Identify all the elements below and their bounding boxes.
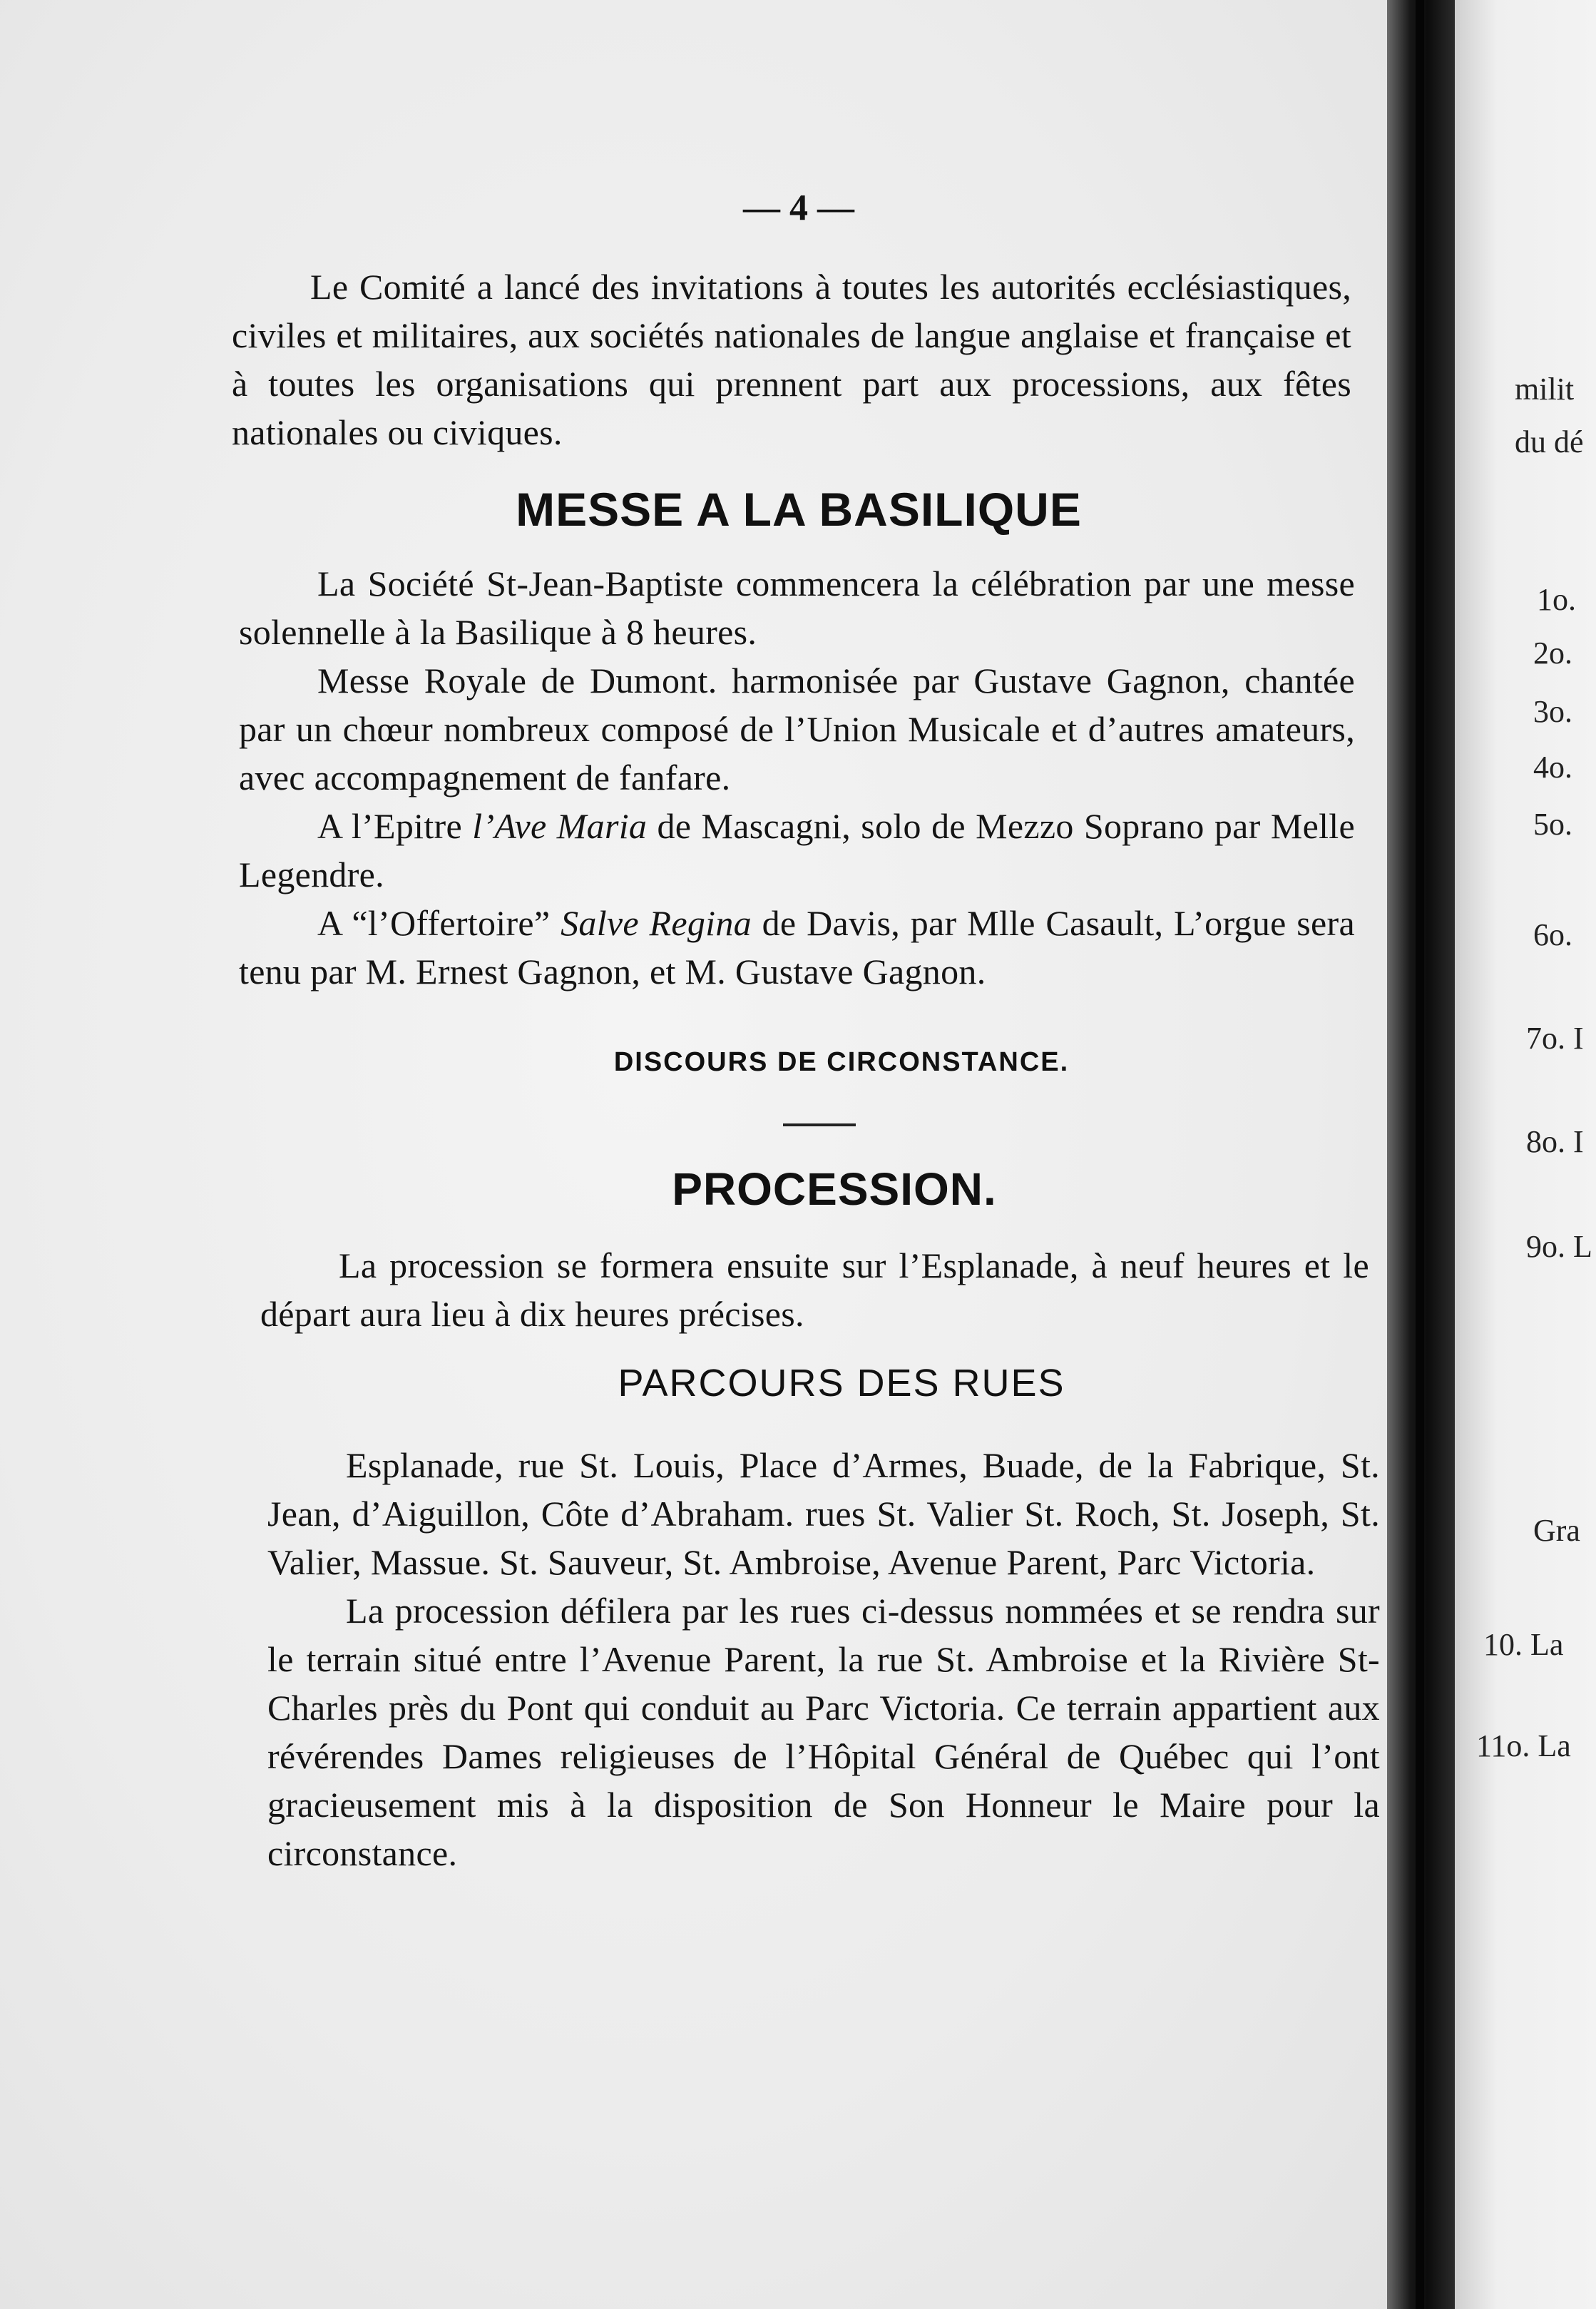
right-page-line: 2o. <box>1533 636 1572 671</box>
parcours-heading: PARCOURS DES RUES <box>618 1362 1065 1405</box>
page-number: — 4 — <box>743 188 854 228</box>
messe-paragraph-2: Messe Royale de Dumont. harmonisée par Gustave Gagnon, chantée par un chœur nombreux composé de l’Union Musicale et d’autres amateurs, avec accompagnement de fanfare. <box>239 661 1355 797</box>
parcours-paragraph-2: La procession défilera par les rues ci-dessus nommées et se rendra sur le terrain situé entre l’Avenue Parent, la rue St. Ambroise et la Rivière St-Charles près du Pont qui conduit au Parc Victoria. Ce terrain appartient aux révérendes Dames religieuses de l’Hôpital Général de Québec qui l’ont gracieusement mis à la disposition de Son Honneur le Maire pour la circonstance. <box>267 1591 1380 1873</box>
parcours-section <box>267 1441 1380 1877</box>
procession-heading: PROCESSION. <box>672 1163 997 1215</box>
intro-text: Le Comité a lancé des invitations à toutes les autorités ecclésiastiques, civiles et militaires, aux sociétés nationales de langue anglaise et française et à toutes les organisations qui prennent part aux processions, aux fêtes nationales ou civiques. <box>232 267 1351 452</box>
epitre-prefix: A l’Epitre <box>317 806 473 846</box>
offertoire-prefix: A “l’Offertoire” <box>317 903 561 943</box>
epitre-suffix: de Mascagni, solo de Mezzo Soprano par Melle Legendre. <box>239 806 1355 894</box>
right-page-line: 3o. <box>1533 694 1572 729</box>
right-page-line: 6o. <box>1533 917 1572 952</box>
intro-paragraph <box>232 262 1351 457</box>
section-divider <box>783 1123 856 1126</box>
messe-section <box>239 559 1355 996</box>
right-page-line: Gra <box>1533 1513 1580 1548</box>
procession-paragraph <box>260 1241 1369 1338</box>
messe-heading: MESSE A LA BASILIQUE <box>516 483 1082 536</box>
right-page-line: milit <box>1515 372 1575 407</box>
right-page-fragment <box>1455 0 1596 2309</box>
messe-paragraph-4 <box>239 899 1355 996</box>
right-page-line: 9o. L <box>1526 1229 1592 1264</box>
right-page-line: 4o. <box>1533 750 1572 785</box>
offertoire-suffix: de Davis, par Mlle Casault, L’orgue sera tenu par M. Ernest Gagnon, et M. Gustave Gagnon. <box>239 903 1355 992</box>
ave-maria-title: l’Ave Maria <box>472 806 648 846</box>
right-page-line: 1o. <box>1537 582 1576 617</box>
discours-heading: DISCOURS DE CIRCONSTANCE. <box>613 1047 1070 1077</box>
right-page-line: 7o. I <box>1526 1021 1584 1056</box>
parcours-paragraph-1: Esplanade, rue St. Louis, Place d’Armes, Buade, de la Fabrique, St. Jean, d’Aiguillon, Côte d’Abraham. rues St. Valier St. Roch, St. Joseph, St. Valier, Massue. St. Sauveur, St. Ambroise, Avenue Parent, Parc Victoria. <box>267 1445 1380 1582</box>
messe-paragraph-1: La Société St-Jean-Baptiste commencera la célébration par une messe solennelle à la Basilique à 8 heures. <box>239 564 1355 652</box>
messe-paragraph-3 <box>239 802 1355 899</box>
right-page-line: 5o. <box>1533 807 1572 842</box>
right-page-line: 10. La <box>1483 1627 1564 1662</box>
right-page-line: 11o. La <box>1476 1728 1571 1763</box>
gutter-shadow <box>1416 0 1424 2309</box>
right-page-line: du dé <box>1515 424 1584 459</box>
salve-regina-title: Salve Regina <box>561 903 752 943</box>
procession-text: La procession se formera ensuite sur l’Esplanade, à neuf heures et le départ aura lieu à dix heures précises. <box>260 1245 1369 1334</box>
right-page-line: 8o. I <box>1526 1124 1584 1159</box>
